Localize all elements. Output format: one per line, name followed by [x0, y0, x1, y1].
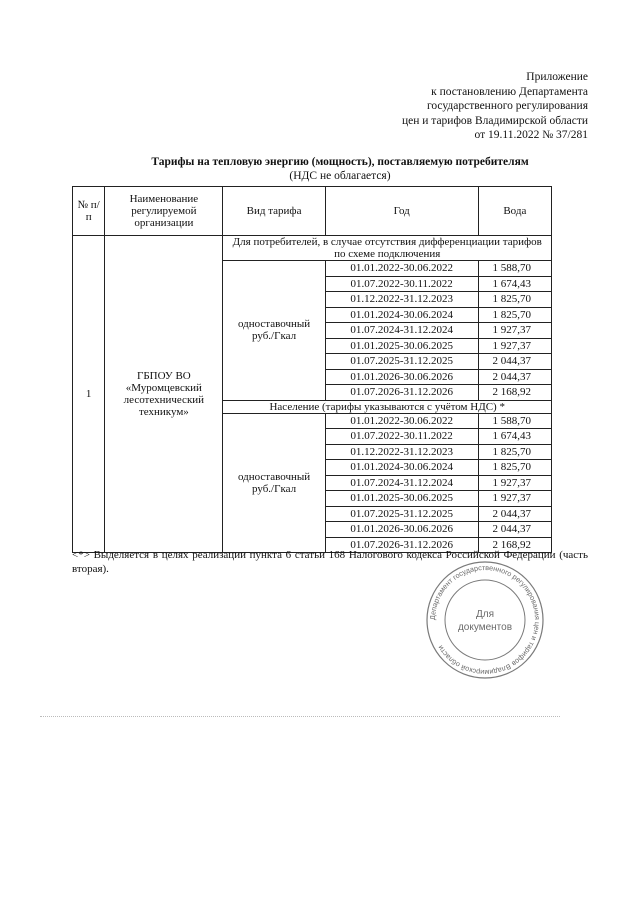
- period-cell: 01.01.2022-30.06.2022: [325, 261, 478, 277]
- value-cell: 1 674,43: [478, 429, 551, 445]
- title-sub: (НДС не облагается): [289, 170, 391, 182]
- value-cell: 2 044,37: [478, 506, 551, 522]
- value-cell: 1 825,70: [478, 307, 551, 323]
- value-cell: 1 825,70: [478, 460, 551, 476]
- header-type: Вид тарифа: [223, 187, 325, 236]
- value-cell: 2 044,37: [478, 369, 551, 385]
- value-cell: 2 044,37: [478, 354, 551, 370]
- value-cell: 1 588,70: [478, 413, 551, 429]
- period-cell: 01.07.2024-31.12.2024: [325, 475, 478, 491]
- value-cell: 2 168,92: [478, 537, 551, 553]
- period-cell: 01.07.2026-31.12.2026: [325, 537, 478, 553]
- organization-name: ГБПОУ ВО «Муромцевский лесотехнический техникум»: [105, 236, 223, 553]
- value-cell: 1 825,70: [478, 444, 551, 460]
- period-cell: 01.12.2022-31.12.2023: [325, 444, 478, 460]
- group-heading-row: [73, 236, 552, 261]
- period-cell: 01.01.2025-30.06.2025: [325, 491, 478, 507]
- group-heading: Население (тарифы указываются с учётом НДС) *: [223, 400, 552, 413]
- appendix-line: Приложение: [526, 71, 588, 83]
- period-cell: 01.01.2024-30.06.2024: [325, 307, 478, 323]
- document-title: [60, 155, 620, 183]
- group-heading: Для потребителей, в случае отсутствия дифференциации тарифов по схеме подключения: [223, 236, 552, 261]
- header-water: Вода: [478, 187, 551, 236]
- appendix-line: цен и тарифов Владимирской области: [401, 114, 588, 127]
- row-number: 1: [73, 236, 105, 553]
- value-cell: 1 927,37: [478, 323, 551, 339]
- tariff-type: одноставочный руб./Гкал: [223, 261, 325, 401]
- period-cell: 01.01.2022-30.06.2022: [325, 413, 478, 429]
- appendix-block: [402, 70, 588, 143]
- stamp-seal: [425, 560, 545, 680]
- header-org: Наименование регулируемой организации: [105, 187, 223, 236]
- period-cell: 01.07.2026-31.12.2026: [325, 385, 478, 401]
- value-cell: 1 927,37: [478, 338, 551, 354]
- period-cell: 01.07.2022-30.11.2022: [325, 276, 478, 292]
- period-cell: 01.01.2026-30.06.2026: [325, 522, 478, 538]
- svg-text:Департамент государственного р: Департамент государственного регулирования цен и тарифов Владимирской области: [427, 562, 543, 678]
- period-cell: 01.01.2024-30.06.2024: [325, 460, 478, 476]
- title-main: Тарифы на тепловую энергию (мощность), поставляемую потребителям: [151, 156, 529, 168]
- period-cell: 01.01.2026-30.06.2026: [325, 369, 478, 385]
- value-cell: 1 927,37: [478, 491, 551, 507]
- svg-text:документов: документов: [457, 622, 513, 633]
- appendix-line: государственного регулирования: [426, 100, 588, 112]
- footnote: <*> Выделяется в целях реализации пункта 6 статьи 168 Налогового кодекса Российской Федерации (часть вторая).: [72, 549, 588, 575]
- value-cell: 1 588,70: [478, 261, 551, 277]
- period-cell: 01.07.2024-31.12.2024: [325, 323, 478, 339]
- value-cell: 1 674,43: [478, 276, 551, 292]
- scan-artifact-line: [40, 716, 560, 719]
- appendix-line: от 19.11.2022 № 37/281: [474, 129, 588, 141]
- period-cell: 01.07.2025-31.12.2025: [325, 506, 478, 522]
- appendix-line: к постановлению Департамента: [431, 85, 588, 98]
- table-header-row: [73, 187, 552, 236]
- tariff-table: [72, 186, 552, 553]
- svg-text:Для: Для: [475, 609, 495, 620]
- value-cell: 2 168,92: [478, 385, 551, 401]
- header-year: Год: [325, 187, 478, 236]
- tariff-type: одноставочный руб./Гкал: [223, 413, 325, 553]
- value-cell: 1 825,70: [478, 292, 551, 308]
- value-cell: 2 044,37: [478, 522, 551, 538]
- period-cell: 01.07.2022-30.11.2022: [325, 429, 478, 445]
- value-cell: 1 927,37: [478, 475, 551, 491]
- period-cell: 01.01.2025-30.06.2025: [325, 338, 478, 354]
- period-cell: 01.12.2022-31.12.2023: [325, 292, 478, 308]
- period-cell: 01.07.2025-31.12.2025: [325, 354, 478, 370]
- header-num: № п/п: [73, 187, 105, 236]
